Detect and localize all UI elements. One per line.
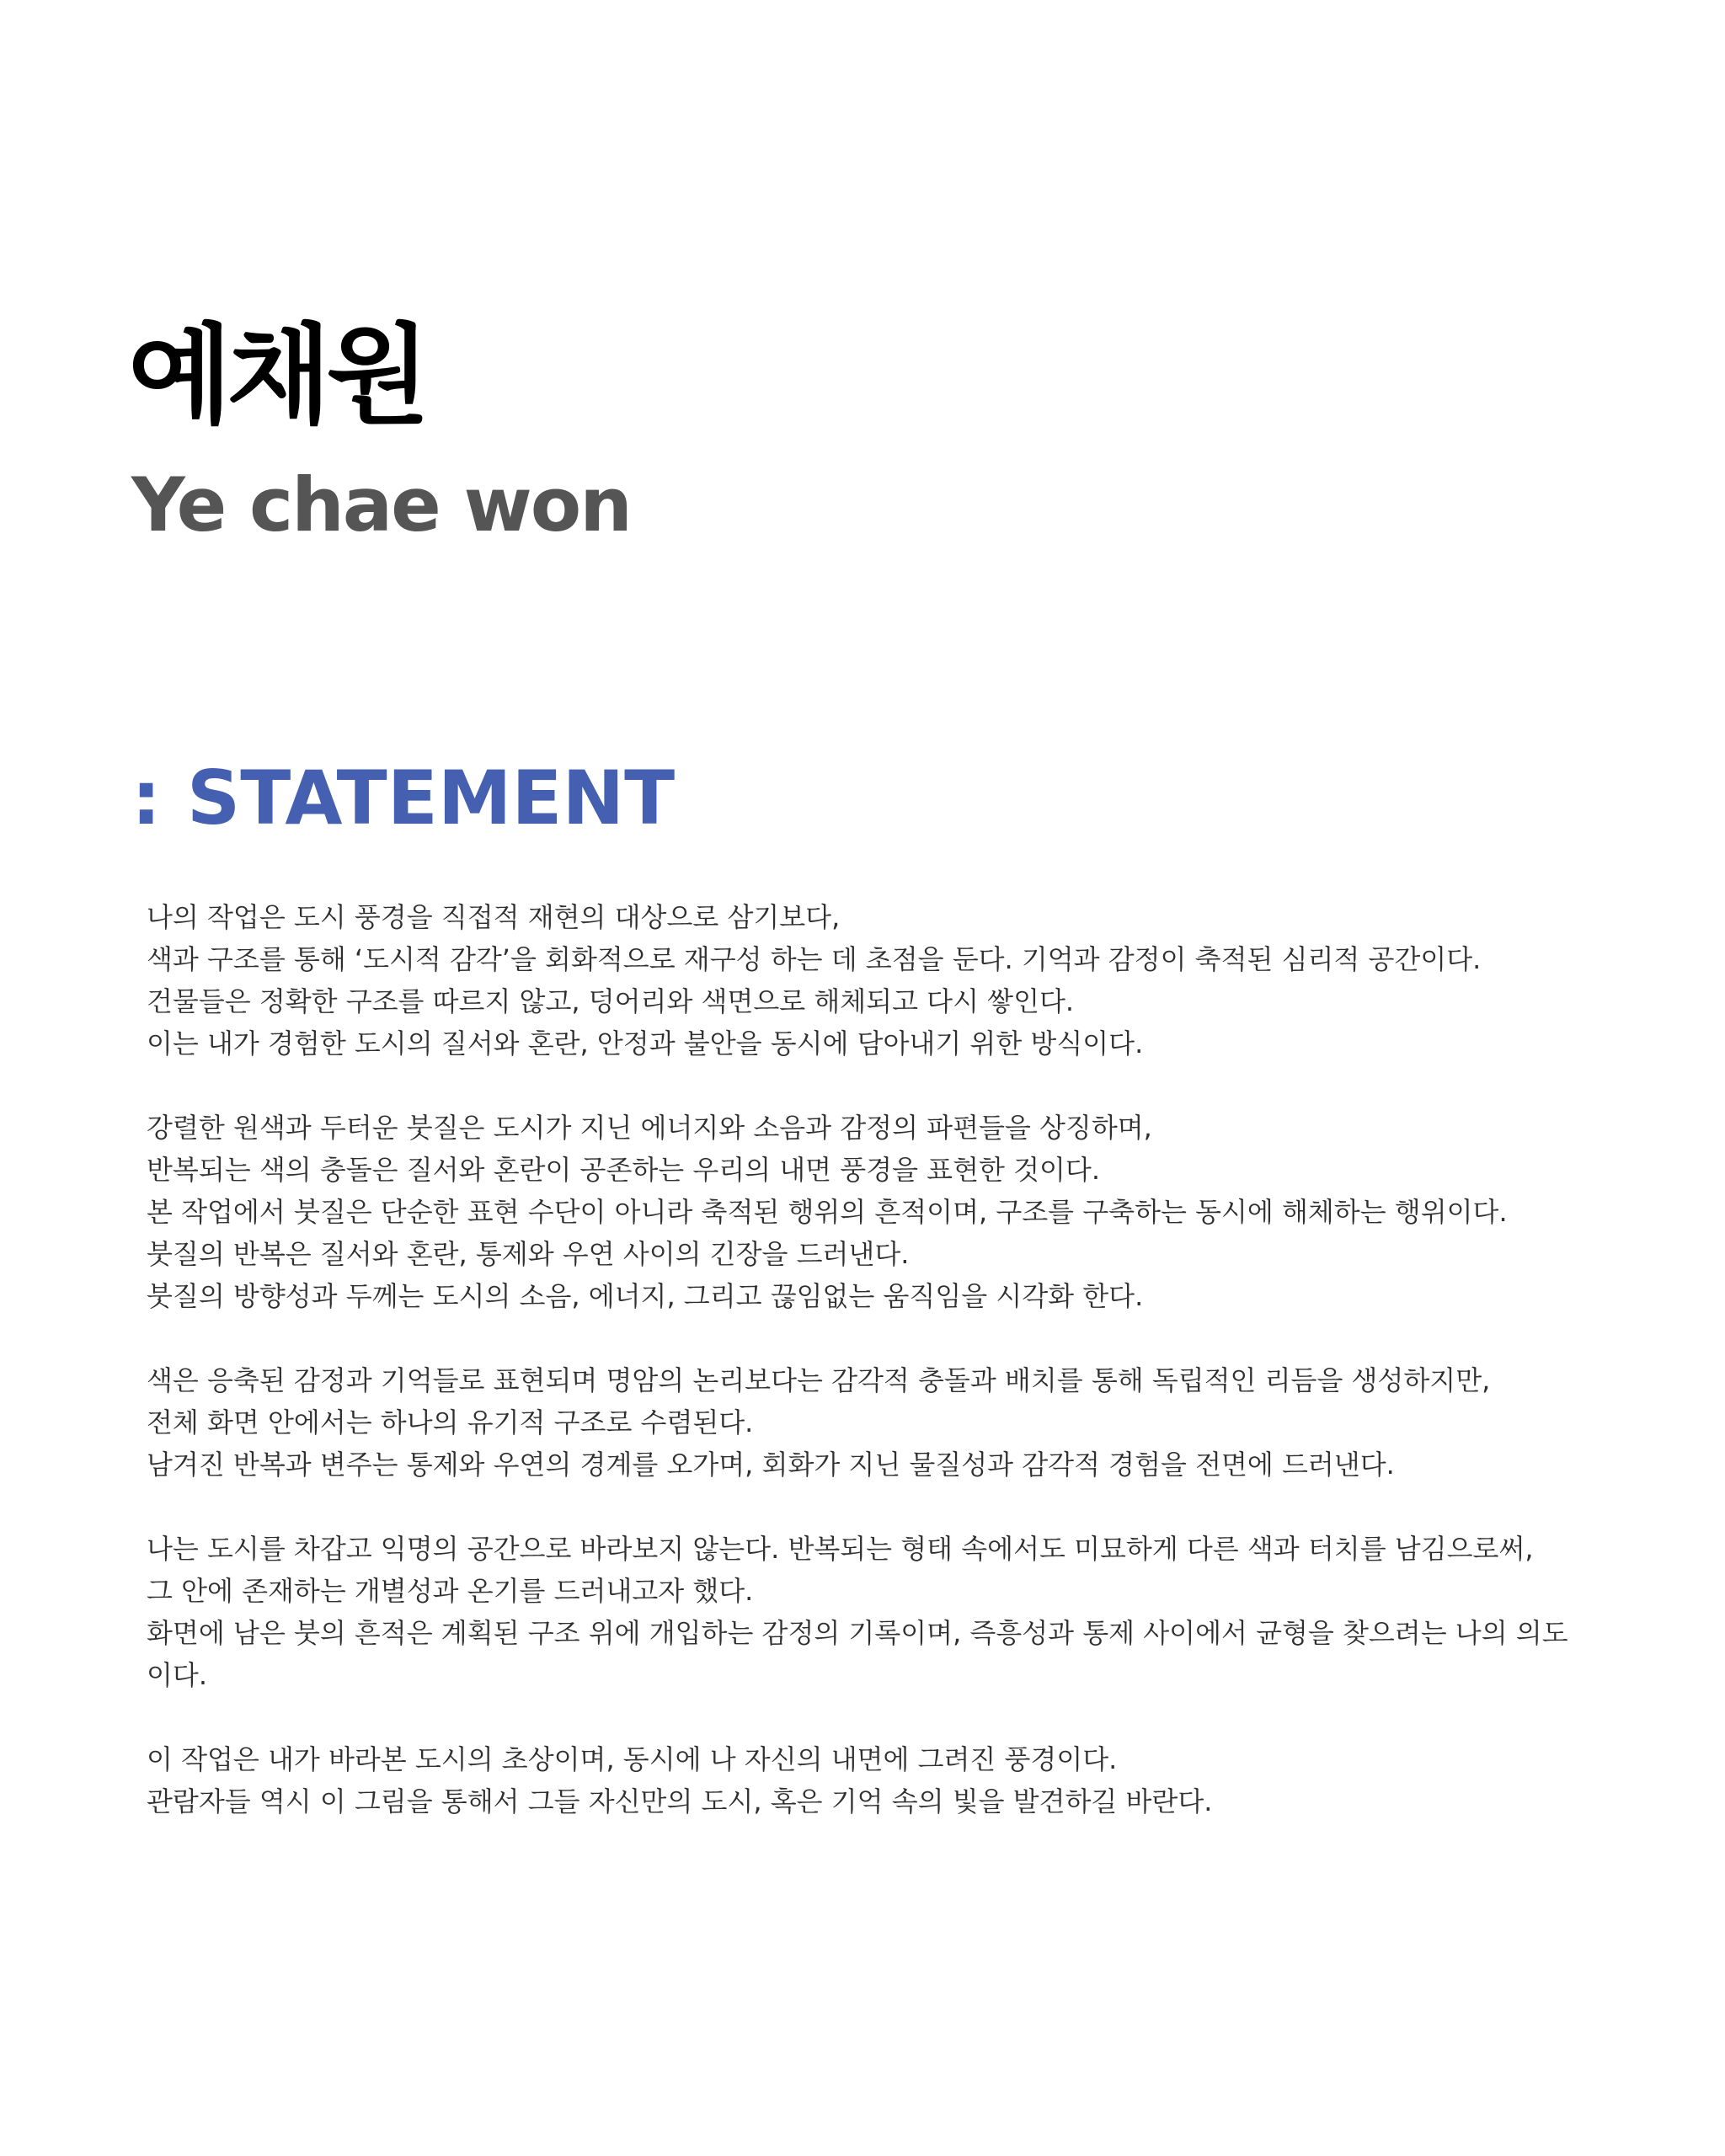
statement-paragraph-1 — [147, 896, 1578, 1065]
statement-line: 색과 구조를 통해 ‘도시적 감각’을 회화적으로 재구성 하는 데 초점을 둔다. 기억과 감정이 축적된 심리적 공간이다. — [147, 943, 1482, 975]
statement-paragraph-3 — [147, 1359, 1578, 1486]
artist-name-english: Ye chae won — [131, 462, 631, 548]
artist-name-korean: 예채원 — [128, 313, 425, 439]
statement-line: 화면에 남은 붓의 흔적은 계획된 구조 위에 개입하는 감정의 기록이며, 즉흥성과 통제 사이에서 균형을 찾으려는 나의 의도 — [147, 1617, 1568, 1649]
statement-line: 관람자들 역시 이 그림을 통해서 그들 자신만의 도시, 혹은 기억 속의 빛을 발견하길 바란다. — [147, 1785, 1213, 1817]
statement-line: 건물들은 정확한 구조를 따르지 않고, 덩어리와 색면으로 해체되고 다시 쌓인다. — [147, 985, 1075, 1017]
statement-paragraph-2 — [147, 1107, 1578, 1317]
statement-line: 반복되는 색의 충돌은 질서와 혼란이 공존하는 우리의 내면 풍경을 표현한 것이다. — [147, 1154, 1100, 1186]
statement-line: 전체 화면 안에서는 하나의 유기적 구조로 수렴된다. — [147, 1406, 754, 1438]
statement-line: 이는 내가 경험한 도시의 질서와 혼란, 안정과 불안을 동시에 담아내기 위한 방식이다. — [147, 1027, 1144, 1059]
statement-line: 나의 작업은 도시 풍경을 직접적 재현의 대상으로 삼기보다, — [147, 901, 841, 933]
statement-line: 나는 도시를 차갑고 익명의 공간으로 바라보지 않는다. 반복되는 형태 속에서도 미묘하게 다른 색과 터치를 남김으로써, — [147, 1533, 1534, 1565]
statement-line: 남겨진 반복과 변주는 통제와 우연의 경계를 오가며, 회화가 지닌 물질성과 감각적 경험을 전면에 드러낸다. — [147, 1449, 1395, 1481]
statement-line: 강렬한 원색과 두터운 붓질은 도시가 지닌 에너지와 소음과 감정의 파편들을 상징하며, — [147, 1112, 1152, 1144]
statement-paragraph-4 — [147, 1528, 1578, 1696]
statement-line: 색은 응축된 감정과 기억들로 표현되며 명암의 논리보다는 감각적 충돌과 배치를 통해 독립적인 리듬을 생성하지만, — [147, 1364, 1491, 1396]
statement-line: 이다. — [147, 1659, 207, 1691]
statement-line: 본 작업에서 붓질은 단순한 표현 수단이 아니라 축적된 행위의 흔적이며, 구조를 구축하는 동시에 해체하는 행위이다. — [147, 1196, 1508, 1228]
statement-heading: : STATEMENT — [131, 755, 676, 841]
statement-body — [147, 896, 1578, 1865]
statement-line: 붓질의 반복은 질서와 혼란, 통제와 우연 사이의 긴장을 드러낸다. — [147, 1238, 910, 1270]
statement-line: 이 작업은 내가 바라본 도시의 초상이며, 동시에 나 자신의 내면에 그려진 풍경이다. — [147, 1743, 1118, 1775]
statement-line: 붓질의 방향성과 두께는 도시의 소음, 에너지, 그리고 끊임없는 움직임을 시각화 한다. — [147, 1280, 1144, 1312]
statement-line: 그 안에 존재하는 개별성과 온기를 드러내고자 했다. — [147, 1575, 754, 1607]
statement-paragraph-5 — [147, 1738, 1578, 1822]
